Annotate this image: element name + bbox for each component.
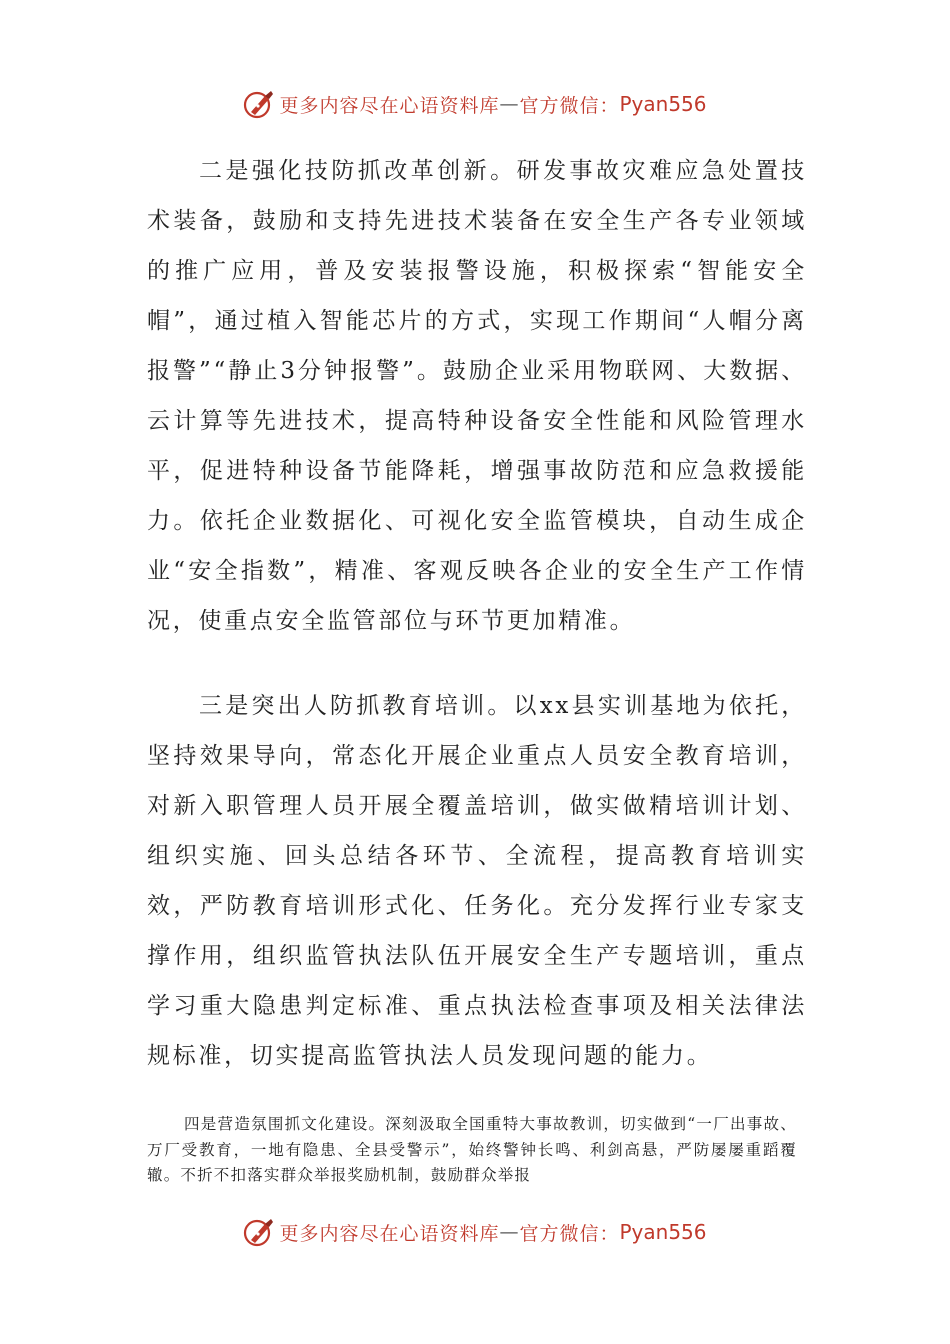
- paragraph-human-prevention: 三是突出人防抓教育培训。以xx县实训基地为依托，坚持效果导向，常态化开展企业重点人员安全教育培训，对新入职管理人员开展全覆盖培训，做实做精培训计划、组织实施、回头总结各环节、全流程，提高教育培训实效，严防教育培训形式化、任务化。充分发挥行业专家支撑作用，组织监管执法队伍开展安全生产专题培训，重点学习重大隐患判定标准、重点执法检查事项及相关法律法规标准，切实提高监管执法人员发现问题的能力。: [147, 693, 807, 1069]
- paragraph-tech-prevention: 二是强化技防抓改革创新。研发事故灾难应急处置技术装备，鼓励和支持先进技术装备在安全生产各专业领域的推广应用，普及安装报警设施，积极探索“智能安全帽”，通过植入智能芯片的方式，实现工作期间“人帽分离报警”“静止3分钟报警”。鼓励企业采用物联网、大数据、云计算等先进技术，提高特种设备安全性能和风险管理水平，促进特种设备节能降耗，增强事故防范和应急救援能力。依托企业数据化、可视化安全监管模块，自动生成企业“安全指数”，精准、客观反映各企业的安全生产工作情况，使重点安全监管部位与环节更加精准。: [147, 158, 807, 634]
- watermark-footer: [0, 1212, 950, 1252]
- watermark-brand: 更多内容尽在心语资料库: [279, 94, 500, 117]
- watermark-separator: —: [499, 1221, 520, 1243]
- watermark-contact-id: Pyan556: [619, 92, 707, 116]
- watermark-separator: —: [499, 93, 520, 115]
- pen-nib-logo-icon: [243, 88, 275, 120]
- paragraph-culture-building: 四是营造氛围抓文化建设。深刻汲取全国重特大事故教训，切实做到“一厂出事故、万厂受教育，一地有隐患、全县受警示”，始终警钟长鸣、利剑高悬，严防屡屡重蹈覆辙。不折不扣落实群众举报奖励机制，鼓励群众举报: [147, 1115, 797, 1184]
- watermark-brand: 更多内容尽在心语资料库: [279, 1222, 500, 1245]
- pen-nib-logo-icon: [243, 1216, 275, 1248]
- watermark-contact-label: 官方微信：: [519, 1222, 620, 1245]
- watermark-contact-id: Pyan556: [619, 1220, 707, 1244]
- watermark-header: [0, 84, 950, 124]
- watermark-contact-label: 官方微信：: [519, 94, 620, 117]
